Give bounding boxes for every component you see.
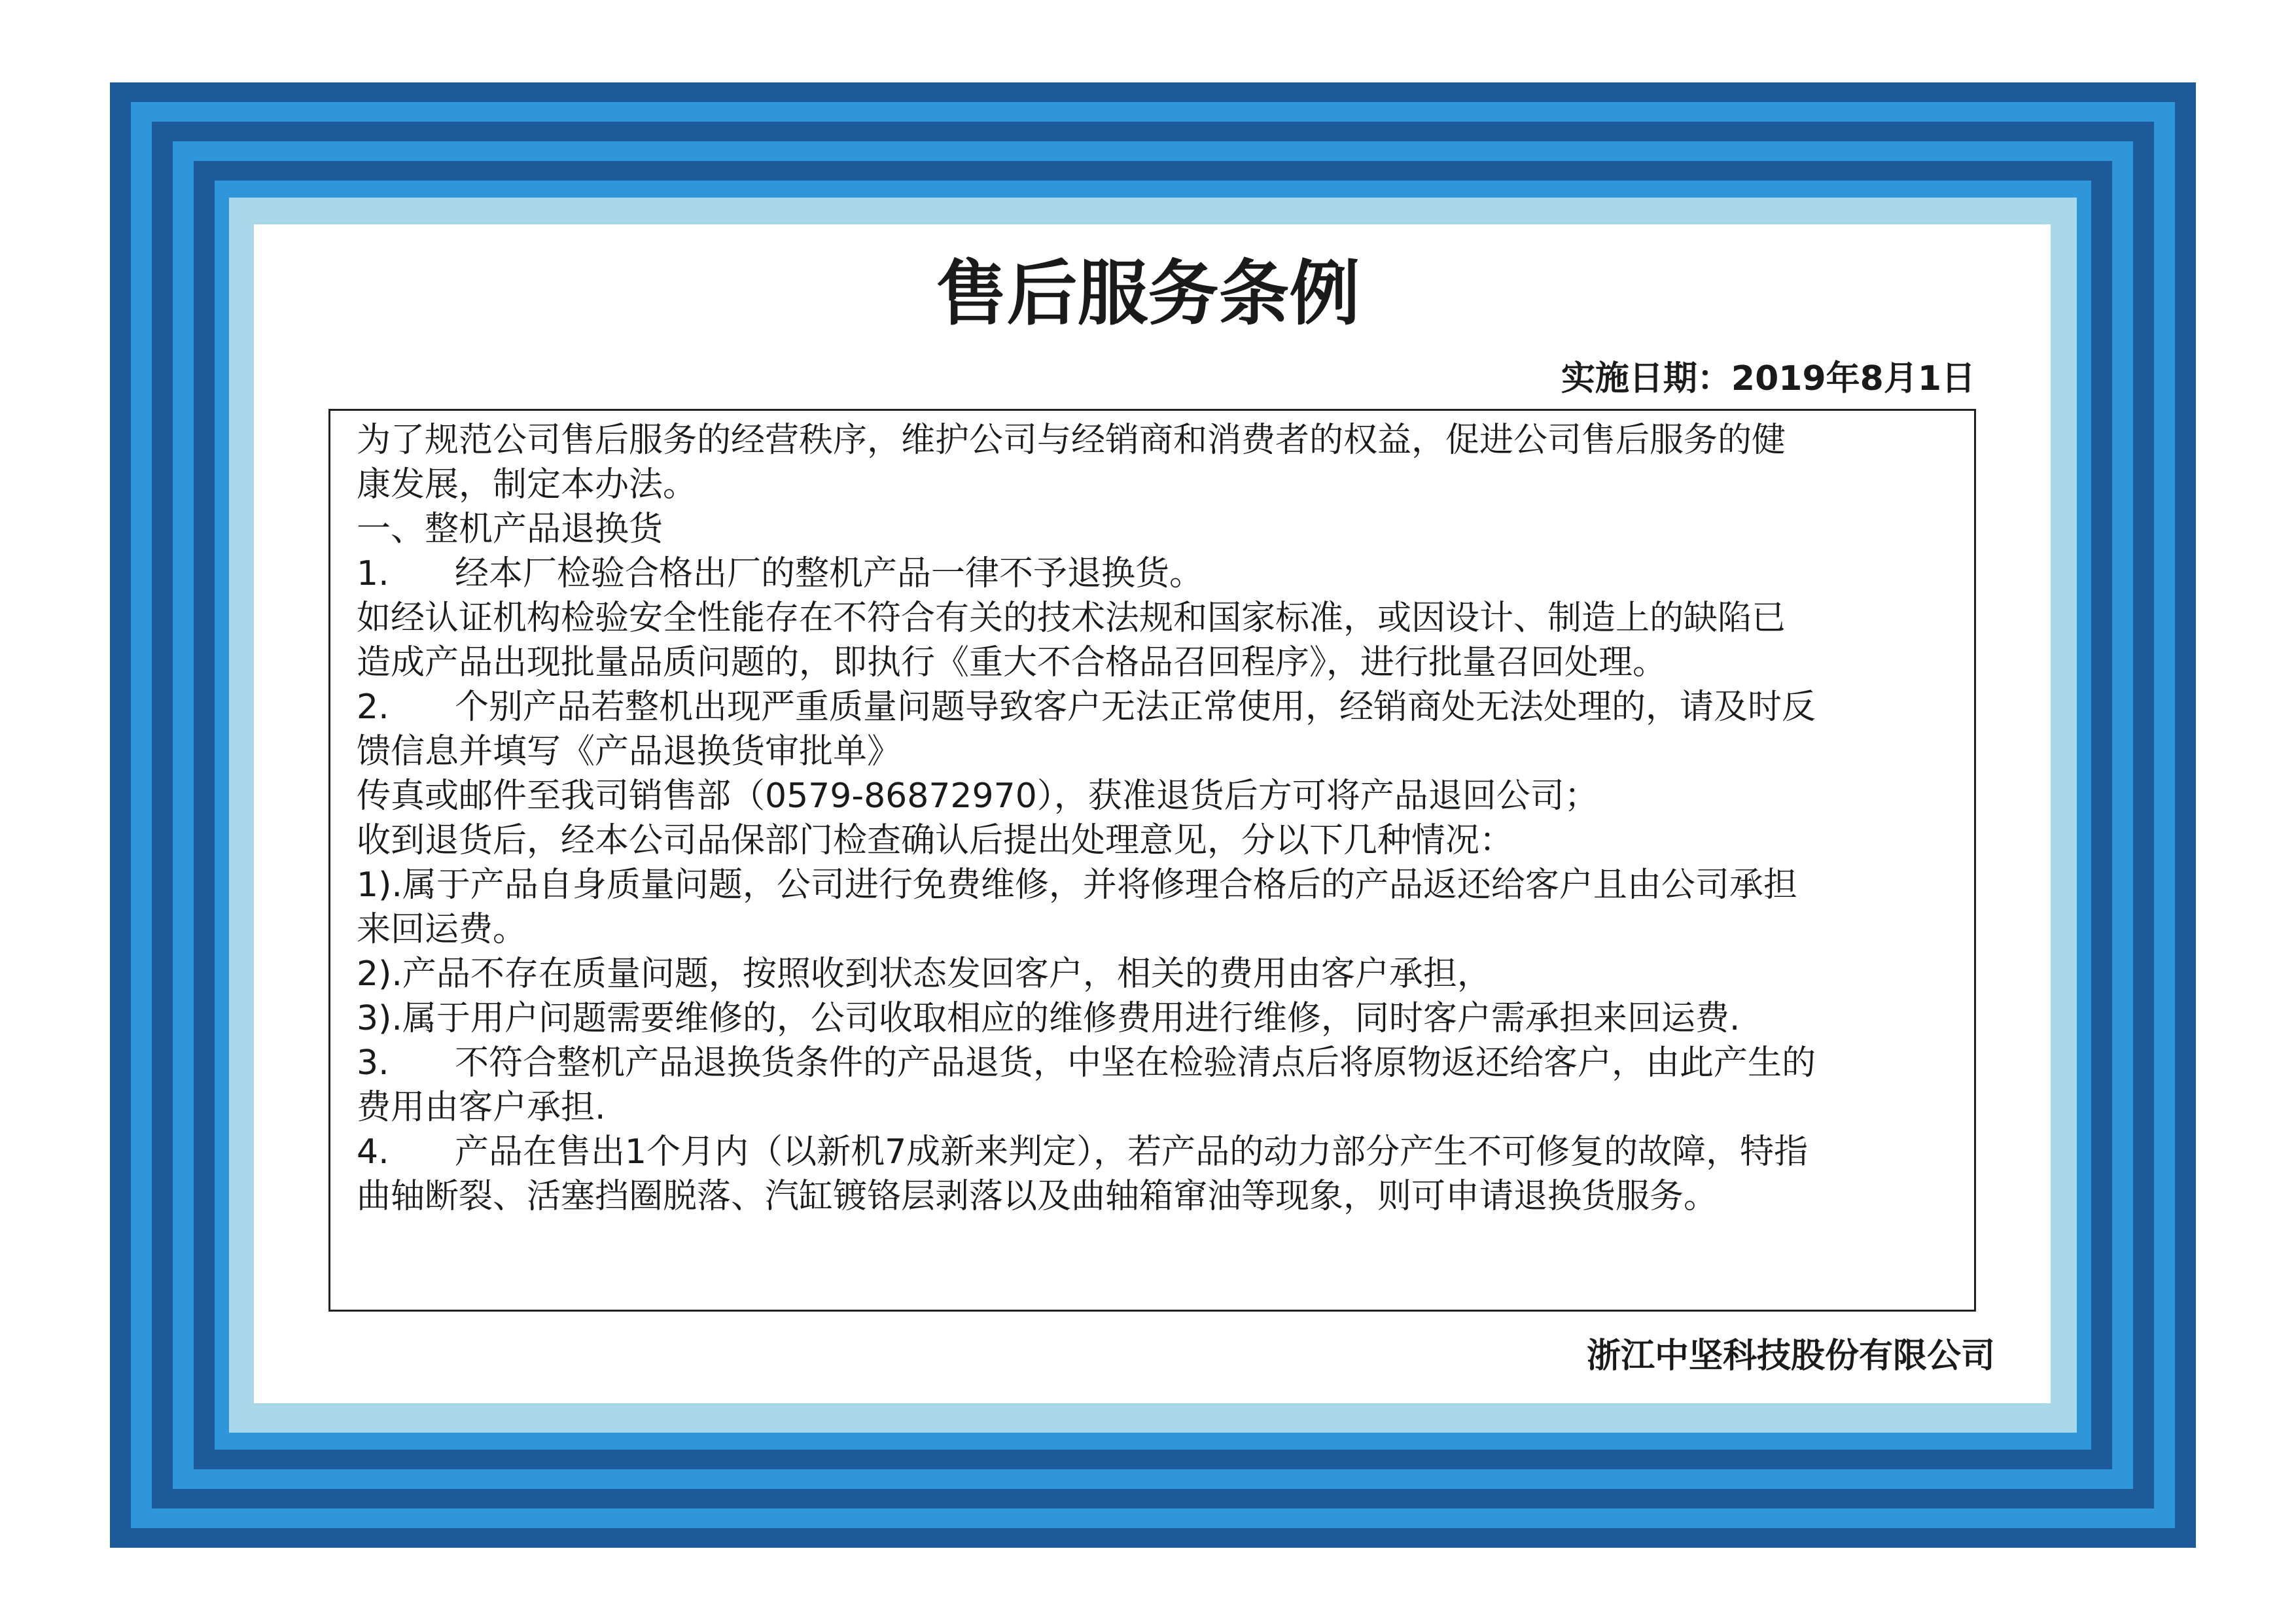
item-2-number: 2.: [357, 688, 389, 727]
body-line-intro-2: 康发展，制定本办法。: [357, 465, 698, 504]
body-line-intro-1: 为了规范公司售后服务的经营秩序，维护公司与经销商和消费者的权益，促进公司售后服务的健: [357, 421, 1786, 460]
case-3-line: 3).属于用户问题需要维修的，公司收取相应的维修费用进行维修，同时客户需承担来回运费.: [357, 999, 1740, 1038]
item-2-detail-3: 收到退货后，经本公司品保部门检查确认后提出处理意见，分以下几种情况：: [357, 821, 1514, 860]
item-3-line: [357, 1043, 1816, 1083]
effective-date: 实施日期：2019年8月1日: [1561, 359, 1975, 398]
section-heading: 一、整机产品退换货: [357, 510, 663, 549]
item-3-detail: 费用由客户承担.: [357, 1088, 606, 1127]
page-title: 售后服务条例: [936, 253, 1360, 335]
item-4-line: [357, 1132, 1808, 1172]
item-1-text: 经本厂检验合格出厂的整机产品一律不予退换货。: [455, 554, 1204, 593]
item-4-number: 4.: [357, 1132, 389, 1172]
company-name: 浙江中坚科技股份有限公司: [1586, 1336, 1995, 1376]
item-1-detail-2: 造成产品出现批量品质问题的，即执行《重大不合格品召回程序》，进行批量召回处理。: [357, 643, 1667, 682]
case-1-line-1: 1).属于产品自身质量问题，公司进行免费维修，并将修理合格后的产品返还给客户且由公司承担: [357, 865, 1797, 905]
item-3-text: 不符合整机产品退换货条件的产品退货，中坚在检验清点后将原物返还给客户，由此产生的: [455, 1043, 1816, 1083]
item-4-detail: 曲轴断裂、活塞挡圈脱落、汽缸镀铬层剥落以及曲轴箱窜油等现象，则可申请退换货服务。: [357, 1177, 1718, 1216]
item-2-line: [357, 687, 1816, 727]
item-4-text: 产品在售出1个月内（以新机7成新来判定），若产品的动力部分产生不可修复的故障，特指: [455, 1132, 1809, 1172]
item-1-line: [357, 553, 1203, 594]
item-2-text: 个别产品若整机出现严重质量问题导致客户无法正常使用，经销商处无法处理的，请及时反: [455, 688, 1816, 727]
item-3-number: 3.: [357, 1043, 389, 1083]
item-1-detail-1: 如经认证机构检验安全性能存在不符合有关的技术法规和国家标准，或因设计、制造上的缺陷已: [357, 599, 1786, 638]
case-2-line: 2).产品不存在质量问题，按照收到状态发回客户，相关的费用由客户承担，: [357, 954, 1491, 994]
case-1-line-2: 来回运费。: [357, 910, 527, 949]
item-2-detail-2: 传真或邮件至我司销售部（0579-86872970），获准退货后方可将产品退回公司；: [357, 777, 1598, 816]
item-1-number: 1.: [357, 554, 389, 593]
item-2-detail-1: 馈信息并填写《产品退换货审批单》: [357, 732, 902, 771]
